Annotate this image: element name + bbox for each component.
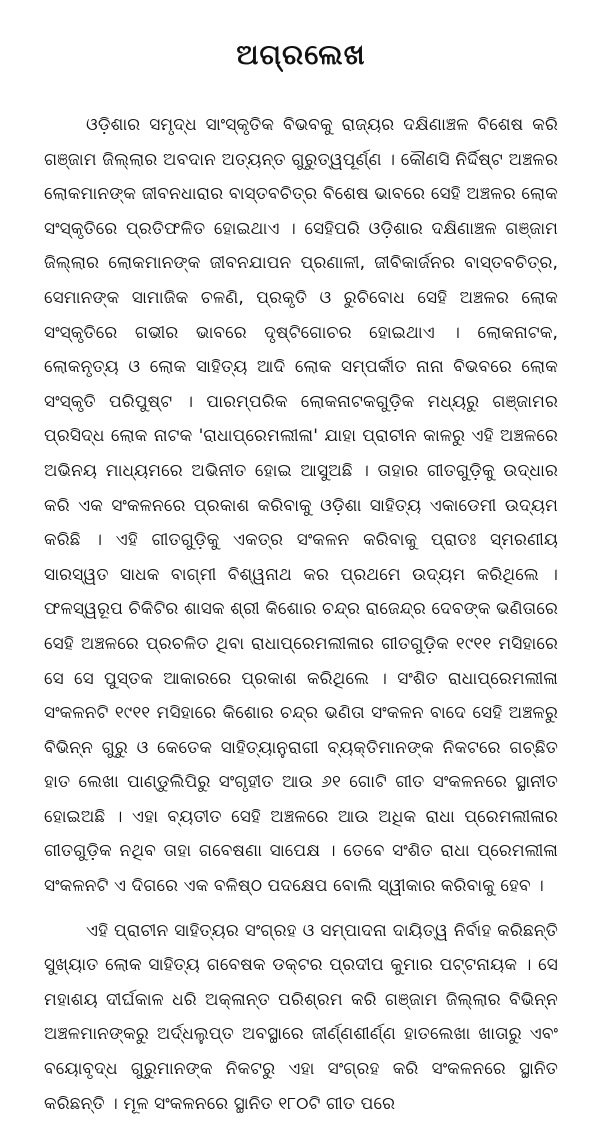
body-paragraph-2: ଏହି ପ୍ରାଚୀନ ସାହିତ୍ୟର ସଂଗ୍ରହ ଓ ସମ୍ପାଦନା ଦାୟିତ୍ୱ ନିର୍ବାହ କରିଛନ୍ତି ସୁଖ୍ୟାତ ଲୋକ ସାହିତ୍ୟ ଗବେଷକ ଡକ୍ଟର ପ୍ରଦୀପ କୁମାର ପଟ୍ଟନାୟକ । ସେ ମହାଶୟ ଦୀର୍ଘକାଳ ଧରି ଅକ୍ଳାନ୍ତ ପରିଶ୍ରମ କରି ଗଞ୍ଜାମ ଜିଲ୍ଲାର ବିଭିନ୍ନ ଅଞ୍ଚଳମାନଙ୍କରୁ ଅର୍ଦ୍ଧଲୁପ୍ତ ଅବସ୍ଥାରେ ଜୀର୍ଣ୍ଣଶୀର୍ଣ୍ଣ ହାତଲେଖା ଖାତାରୁ ଏବଂ ବୟୋବୃଦ୍ଧ ଗୁରୁମାନଙ୍କ ନିକଟରୁ ଏହା ସଂଗ୍ରହ କରି ସଂକଳନରେ ସ୍ଥାନିତ କରିଛନ୍ତି । ମୂଳ ସଂକଳନରେ ସ୍ଥାନିତ ୧୮୦ଟି ଗୀତ ପରେ (44, 920, 558, 1114)
page-title: ଅଗ୍ରଲେଖ (236, 38, 366, 71)
body-paragraph-1: ଓଡ଼ିଶାର ସମୃଦ୍ଧ ସାଂସ୍କୃତିକ ବିଭବକୁ ରାଜ୍ୟର ଦକ୍ଷିଣାଞ୍ଚଳ ବିଶେଷ କରି ଗଞ୍ଜାମ ଜିଲ୍ଲାର ଅବଦାନ ଅତ୍ୟନ୍ତ ଗୁରୁତ୍ୱପୂର୍ଣ୍ଣ । କୌଣସି ନିର୍ଦ୍ଦିଷ୍ଟ ଅଞ୍ଚଳର ଲୋକମାନଙ୍କ ଜୀବନଧାରାର ବାସ୍ତବଚିତ୍ର ବିଶେଷ ଭାବରେ ସେହି ଅଞ୍ଚଳର ଲୋକ ସଂସ୍କୃତିରେ ପ୍ରତିଫଳିତ ହୋଇଥାଏ । ସେହିପରି ଓଡ଼ିଶାର ଦକ୍ଷିଣାଞ୍ଚଳ ଗଞ୍ଜାମ ଜିଲ୍ଲାର ଲୋକମାନଙ୍କ ଜୀବନଯାପନ ପ୍ରଣାଳୀ, ଜୀବିକାର୍ଜନର ବାସ୍ତବଚିତ୍ର, ସେମାନଙ୍କ ସାମାଜିକ ଚଳଣି, ପ୍ରକୃତି ଓ ରୁଚିବୋଧ ସେହି ଅଞ୍ଚଳର ଲୋକ ସଂସ୍କୃତିରେ ଗଭୀର ଭାବରେ ଦୃଷ୍ଟିଗୋଚର ହୋଇଥାଏ । ଲୋକନାଟକ, ଲୋକନୃତ୍ୟ ଓ ଲୋକ ସାହିତ୍ୟ ଆଦି ଲୋକ ସମ୍ପର୍କୀତ ନାନା ବିଭବରେ ଲୋକ ସଂସ୍କୃତି ପରିପୁଷ୍ଟ । ପାରମ୍ପରିକ ଲୋକନାଟକଗୁଡ଼ିକ ମଧ୍ୟରୁ ଗଞ୍ଜାମର ପ୍ରସିଦ୍ଧ ଲୋକ ନାଟକ 'ରାଧାପ୍ରେମଲୀଳା' ଯାହା ପ୍ରାଚୀନ କାଳରୁ ଏହି ଅଞ୍ଚଳରେ ଅଭିନୟ ମାଧ୍ୟମରେ ଅଭିନୀତ ହୋଇ ଆସୁଅଛି । ତାହାର ଗୀତଗୁଡ଼ିକୁ ଉଦ୍ଧାର କରି ଏକ ସଂକଳନରେ ପ୍ରକାଶ କରିବାକୁ ଓଡ଼ିଶା ସାହିତ୍ୟ ଏକାଡେମୀ ଉଦ୍ୟମ କରିଛି । ଏହି ଗୀତଗୁଡ଼ିକୁ ଏକତ୍ର ସଂକଳନ କରିବାକୁ ପ୍ରାତଃ ସ୍ମରଣୀୟ ସାରସ୍ୱତ ସାଧକ ବାଗ୍ମୀ ବିଶ୍ୱନାଥ କର ପ୍ରଥମେ ଉଦ୍ୟମ କରିଥିଲେ । ଫଳସ୍ୱରୂପ ଚିକିଟିର ଶାସକ ଶ୍ରୀ କିଶୋର ଚନ୍ଦ୍ର ରାଜେନ୍ଦ୍ର ଦେବଙ୍କ ଭଣିତାରେ ସେହି ଅଞ୍ଚଳରେ ପ୍ରଚଳିତ ଥିବା ରାଧାପ୍ରେମଲୀଳାର ଗୀତଗୁଡ଼ିକ ୧୯୧୧ ମସିହାରେ ସେ ସେ ପୁସ୍ତକ ଆକାରରେ ପ୍ରକାଶ କରିଥିଲେ । ସଂଶିତ ରାଧାପ୍ରେମଲୀଳା ସଂକଳନଟି ୧୯୧୧ ମସିହାରେ କିଶୋର ଚନ୍ଦ୍ର ଭଣିତା ସଂକଳନ ବାଦେ ସେହି ଅଞ୍ଚଳରୁ ବିଭିନ୍ନ ଗୁରୁ ଓ କେତେକ ସାହିତ୍ୟାନୁରାଗୀ ବ୍ୟକ୍ତିମାନଙ୍କ ନିକଟରେ ଗଚ୍ଛିତ ହାତ ଲେଖା ପାଣ୍ଡୁଲିପିରୁ ସଂଗୃହୀତ ଆଉ ୬୧ ଗୋଟି ଗୀତ ସଂକଳନରେ ସ୍ଥାନୀତ ହୋଇଅଛି । ଏହା ବ୍ୟତୀତ ସେହି ଅଞ୍ଚଳରେ ଆଉ ଅଧିକ ରାଧା ପ୍ରେମଲୀଳାର ଗୀତଗୁଡ଼ିକ ନଥିବ ତାହା ଗବେଷଣା ସାପେକ୍ଷ । ତେବେ ସଂଶିତ ରାଧା ପ୍ରେମଲୀଳା ସଂକଳନଟି ଏ ଦିଗରେ ଏକ ବଳିଷ୍ଠ ପଦକ୍ଷେପ ବୋଲି ସ୍ୱୀକାର କରିବାକୁ ହେବ । (44, 115, 558, 897)
